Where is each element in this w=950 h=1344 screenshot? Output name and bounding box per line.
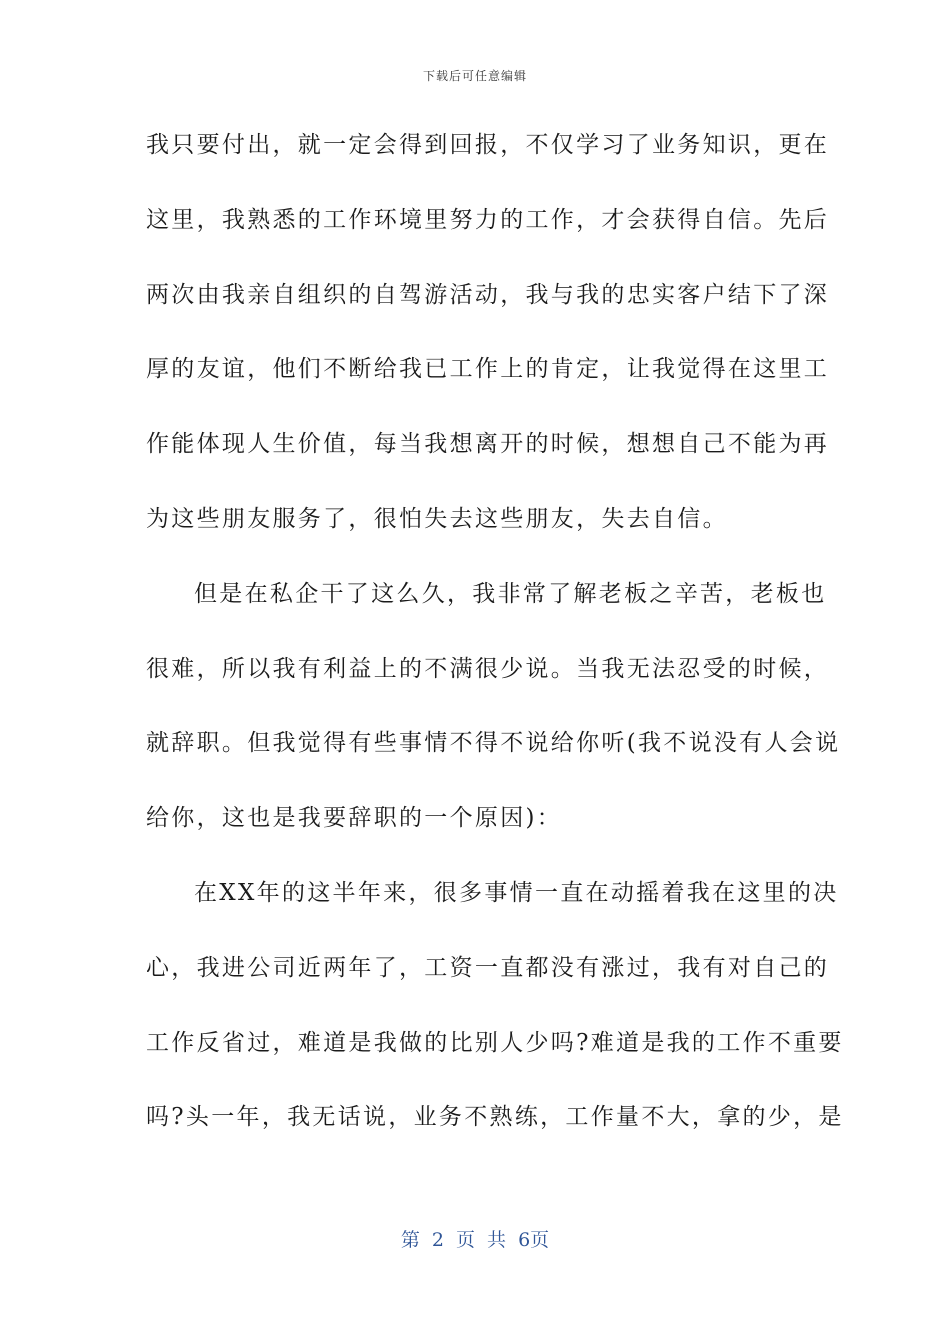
text-line: 给你，这也是我要辞职的一个原因)： bbox=[146, 805, 563, 832]
text-line: 吗?头一年，我无话说，业务不熟练，工作量不大，拿的少，是 bbox=[146, 1104, 844, 1131]
text-line: 厚的友谊，他们不断给我已工作上的肯定，让我觉得在这里工 bbox=[146, 356, 830, 383]
page-header: 下载后可任意编辑 bbox=[422, 69, 527, 83]
text-line: 这里，我熟悉的工作环境里努力的工作，才会获得自信。先后 bbox=[146, 206, 830, 233]
text-line: 我只要付出，就一定会得到回报，不仅学习了业务知识，更在 bbox=[146, 132, 830, 158]
text-line: 两次由我亲自组织的自驾游活动，我与我的忠实客户结下了深 bbox=[146, 281, 830, 308]
text-line: 工作反省过，难道是我做的比别人少吗?难道是我的工作不重要 bbox=[146, 1029, 844, 1056]
text-line: 心，我进公司近两年了，工资一直都没有涨过，我有对自己的 bbox=[146, 954, 830, 981]
text-line: 就辞职。但我觉得有些事情不得不说给你听(我不说没有人会说 bbox=[146, 730, 841, 757]
paragraph-start-line: 但是在私企干了这么久，我非常了解老板之辛苦，老板也 bbox=[194, 580, 827, 607]
document-body bbox=[146, 120, 844, 1167]
text-line: 为这些朋友服务了，很怕失去这些朋友，失去自信。 bbox=[146, 505, 728, 532]
text-line: 作能体现人生价值，每当我想离开的时候，想想自己不能为再 bbox=[146, 431, 830, 458]
paragraph-start-line: 在XX年的这半年来，很多事情一直在动摇着我在这里的决 bbox=[194, 879, 839, 906]
text-line: 很难，所以我有利益上的不满很少说。当我无法忍受的时候， bbox=[146, 655, 830, 682]
page-number-footer: 第 2 页 共 6页 bbox=[400, 1229, 550, 1251]
